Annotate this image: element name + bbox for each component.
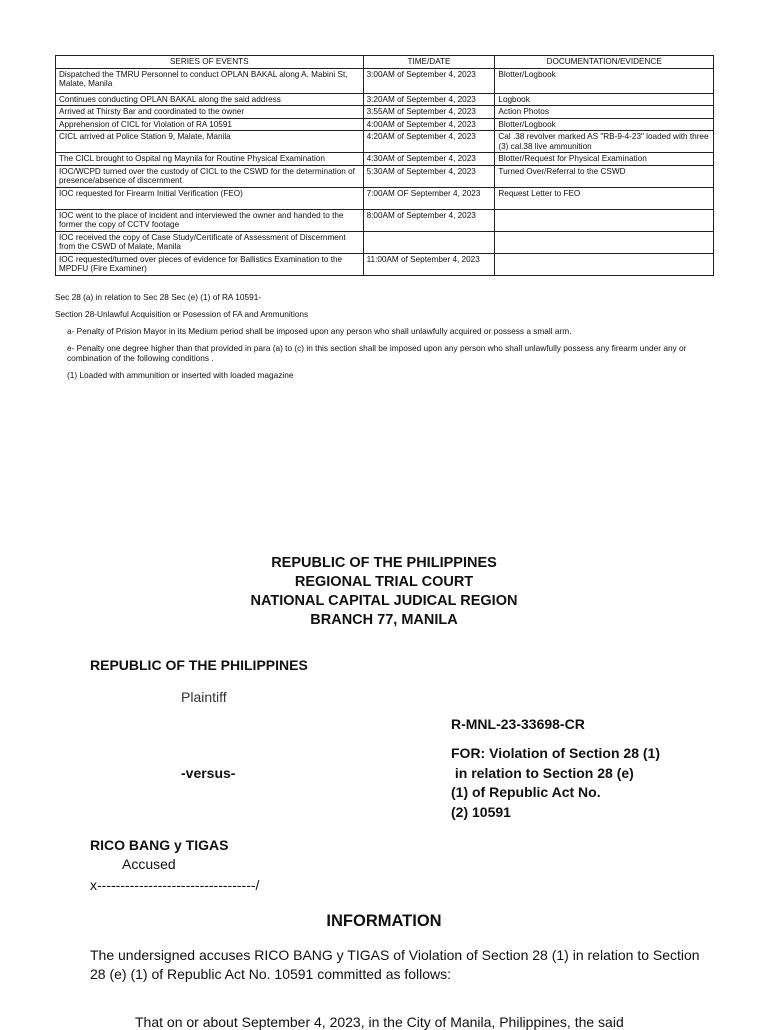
event-cell: IOC/WCPD turned over the custody of CICL to the CSWD for the determination of presence/absence of discernment xyxy=(56,165,364,187)
event-cell: IOC went to the place of incident and interviewed the owner and handed to the former the copy of CCTV footage xyxy=(56,209,364,231)
table-row xyxy=(56,94,714,106)
time-cell: 4:00AM of September 4, 2023 xyxy=(363,118,495,130)
court-republic: REPUBLIC OF THE PHILIPPINES xyxy=(271,555,497,571)
information-intro: The undersigned accuses RICO BANG y TIGAS of Violation of Section 28 (1) in relation to Section 28 (e) (1) of Republic Act No. 10591 committed as follows: xyxy=(90,947,700,982)
evidence-cell: Turned Over/Referral to the CSWD xyxy=(495,165,714,187)
evidence-cell: Logbook xyxy=(495,94,714,106)
charge-line-1: FOR: Violation of Section 28 (1) xyxy=(451,745,660,761)
table-row xyxy=(56,209,714,231)
charge-line-3: (1) of Republic Act No. xyxy=(451,784,601,800)
table-row xyxy=(56,106,714,118)
time-cell: 11:00AM of September 4, 2023 xyxy=(363,253,495,275)
event-cell: IOC requested for Firearm Initial Verification (FEO) xyxy=(56,187,364,209)
header-documentation: DOCUMENTATION/EVIDENCE xyxy=(495,56,714,69)
time-cell: 4:30AM of September 4, 2023 xyxy=(363,153,495,165)
note-sec28-title: Section 28-Unlawful Acquisition or Posession of FA and Ammunitions xyxy=(55,309,309,319)
note-condition-1: (1) Loaded with ammunition or inserted with loaded magazine xyxy=(67,370,294,380)
time-cell: 3:20AM of September 4, 2023 xyxy=(363,94,495,106)
information-body-cut: That on or about September 4, 2023, in the City of Manila, Philippines, the said xyxy=(135,1014,624,1030)
events-table xyxy=(55,55,714,276)
time-cell: 5:30AM of September 4, 2023 xyxy=(363,165,495,187)
note-penalty-a: a- Penalty of Prision Mayor in its Medium period shall be imposed upon any person who shall unlawfully acquired or possess a small arm. xyxy=(67,326,572,336)
charge-block xyxy=(451,744,660,822)
table-row xyxy=(56,231,714,253)
evidence-cell: Blotter/Logbook xyxy=(495,118,714,130)
note-sec28-relation: Sec 28 (a) in relation to Sec 28 Sec (e) (1) of RA 10591- xyxy=(55,292,262,302)
charge-line-4: (2) 10591 xyxy=(451,803,511,820)
event-cell: Dispatched the TMRU Personnel to conduct OPLAN BAKAL along A. Mabini St, Malate, Manila xyxy=(56,69,364,94)
evidence-cell: Action Photos xyxy=(495,106,714,118)
time-cell xyxy=(363,231,495,253)
legal-notes xyxy=(55,292,715,387)
event-cell: Apprehension of CICL for Violation of RA 10591 xyxy=(56,118,364,130)
time-cell: 8:00AM of September 4, 2023 xyxy=(363,209,495,231)
evidence-cell xyxy=(495,231,714,253)
table-row xyxy=(56,118,714,130)
time-cell: 4:20AM of September 4, 2023 xyxy=(363,131,495,153)
plaintiff-label: Plaintiff xyxy=(181,689,227,705)
event-cell: Arrived at Thirsty Bar and coordinated to the owner xyxy=(56,106,364,118)
event-cell: Continues conducting OPLAN BAKAL along the said address xyxy=(56,94,364,106)
case-number: R-MNL-23-33698-CR xyxy=(451,716,585,732)
evidence-cell xyxy=(495,253,714,275)
evidence-cell: Blotter/Request for Physical Examination xyxy=(495,153,714,165)
information-title: INFORMATION xyxy=(326,912,442,930)
header-time-date: TIME/DATE xyxy=(363,56,495,69)
court-region: NATIONAL CAPITAL JUDICAL REGION xyxy=(250,593,518,609)
event-cell: CICL arrived at Police Station 9, Malate, Manila xyxy=(56,131,364,153)
note-penalty-e: e- Penalty one degree higher than that provided in para (a) to (c) in this section shall be imposed upon any person who shall unlawfully possess any firearm under any or combination of the following conditions . xyxy=(67,343,687,363)
event-cell: IOC received the copy of Case Study/Certificate of Assessment of Discernment from the CSWD of Malate, Manila xyxy=(56,231,364,253)
evidence-cell: Request Letter to FEO xyxy=(495,187,714,209)
evidence-cell xyxy=(495,209,714,231)
table-row xyxy=(56,131,714,153)
header-series-of-events: SERIES OF EVENTS xyxy=(56,56,364,69)
time-cell: 7:00AM OF September 4, 2023 xyxy=(363,187,495,209)
court-heading xyxy=(0,554,768,630)
event-cell: The CICL brought to Ospital ng Maynila for Routine Physical Examination xyxy=(56,153,364,165)
court-branch: BRANCH 77, MANILA xyxy=(310,612,458,628)
table-row xyxy=(56,165,714,187)
evidence-cell: Blotter/Logbook xyxy=(495,69,714,94)
time-cell: 3:55AM of September 4, 2023 xyxy=(363,106,495,118)
accused-name: RICO BANG y TIGAS xyxy=(90,837,229,853)
time-cell: 3:00AM of September 4, 2023 xyxy=(363,69,495,94)
table-row xyxy=(56,69,714,94)
table-row xyxy=(56,153,714,165)
plaintiff-name: REPUBLIC OF THE PHILIPPINES xyxy=(90,657,308,673)
table-header-row xyxy=(56,56,714,69)
court-rtc: REGIONAL TRIAL COURT xyxy=(294,574,474,590)
evidence-cell: Cal .38 revolver marked AS "RB-9-4-23" loaded with three (3) cal.38 live ammunition xyxy=(495,131,714,153)
charge-line-2: in relation to Section 28 (e) xyxy=(451,764,634,781)
caption-closing-line: x----------------------------------/ xyxy=(90,877,260,893)
accused-label: Accused xyxy=(122,856,176,872)
versus-label: -versus- xyxy=(181,765,236,781)
table-row xyxy=(56,187,714,209)
table-row xyxy=(56,253,714,275)
event-cell: IOC requested/turned over pieces of evidence for Ballistics Examination to the MPDFU (Fire Examiner) xyxy=(56,253,364,275)
